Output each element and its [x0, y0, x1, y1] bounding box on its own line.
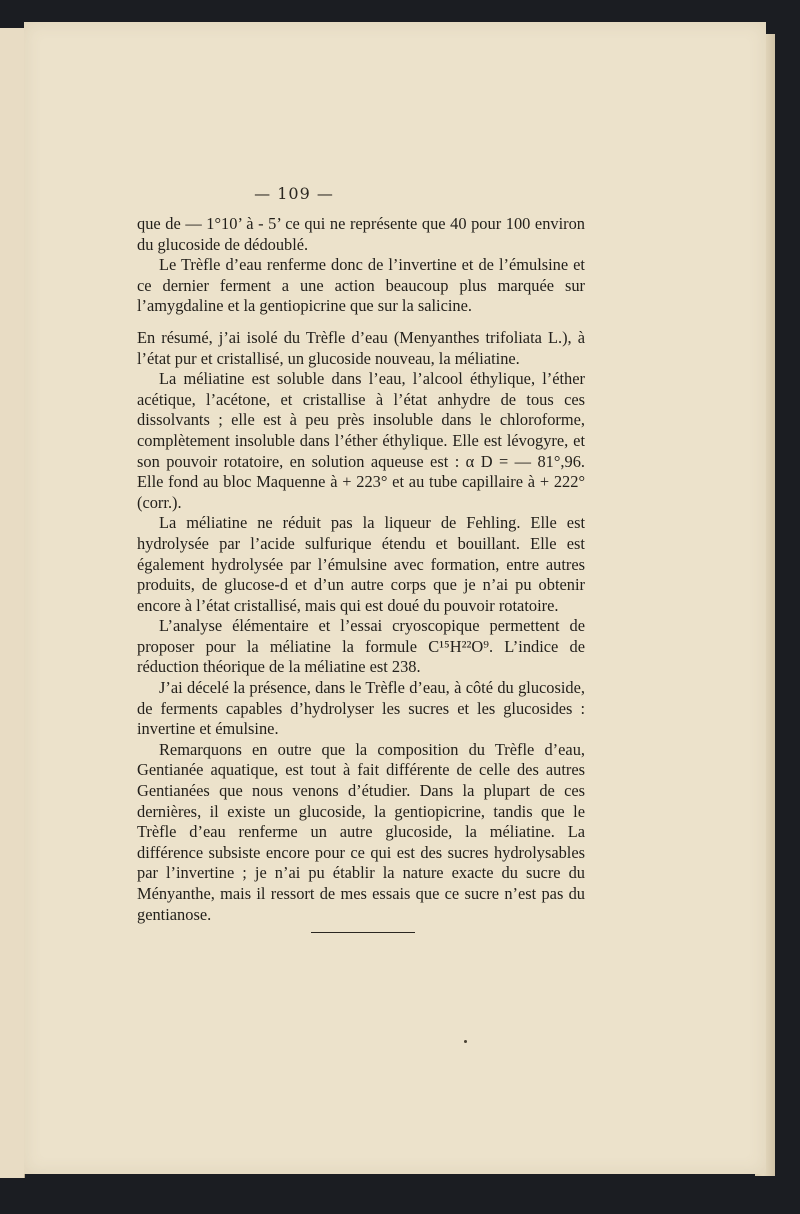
paragraph: En résumé, j’ai isolé du Trèfle d’eau (Menyanthes trifoliata L.), à l’état pur et cristallisé, un glucoside nouveau, la méliatine.	[137, 327, 585, 368]
paragraph: L’analyse élémentaire et l’essai cryoscopique permettent de proposer pour la méliatine la formule C¹⁵H²²O⁹. L’indice de réduction théorique de la méliatine est 238.	[137, 616, 585, 677]
book-page	[24, 22, 766, 1174]
paper-speck	[464, 1040, 467, 1043]
page-number: — 109 —	[254, 184, 334, 203]
paragraph: La méliatine est soluble dans l’eau, l’alcool éthylique, l’éther acétique, l’acétone, et cristallise à l’état anhydre de tous ces dissolvants ; elle est à peu près insoluble dans le chloroforme, complètement insoluble dans l’éther éthylique. Elle est lévogyre, et son pouvoir rotatoire, en solution aqueuse est : α D = — 81°,96. Elle fond au bloc Maquenne à + 223° et au tube capillaire à + 222° (corr.).	[137, 369, 585, 512]
paragraph: Le Trèfle d’eau renferme donc de l’invertine et de l’émulsine et ce dernier ferment a une action beaucoup plus marquée sur l’amygdaline et la gentiopicrine que sur la salicine.	[137, 255, 585, 316]
body-text	[137, 214, 585, 925]
end-rule	[311, 932, 415, 933]
paragraph: que de — 1°10’ à - 5’ ce qui ne représente que 40 pour 100 environ du glucoside de dédoublé.	[137, 214, 585, 254]
paragraph: J’ai décelé la présence, dans le Trèfle d’eau, à côté du glucoside, de ferments capables d’hydrolyser les sucres et les glucosides : invertine et émulsine.	[137, 678, 585, 739]
paragraph: La méliatine ne réduit pas la liqueur de Fehling. Elle est hydrolysée par l’acide sulfurique étendu et bouillant. Elle est également hydrolysée par l’émulsine avec formation, entre autres produits, de glucose-d et d’un autre corps que je n’ai pu obtenir encore à l’état cristallisé, mais qui est doué du pouvoir rotatoire.	[137, 513, 585, 615]
facing-page-edge	[0, 28, 25, 1178]
paragraph: Remarquons en outre que la composition du Trèfle d’eau, Gentianée aquatique, est tout à fait différente de celle des autres Gentianées que nous venons d’étudier. Dans la plupart de ces dernières, il existe un glucoside, la gentiopicrine, tandis que le Trèfle d’eau renferme un autre glucoside, la méliatine. La différence subsiste encore pour ce qui est des sucres hydrolysables par l’invertine ; je n’ai pu établir la nature exacte du sucre du Ményanthe, mais il ressort de mes essais que ce sucre n’est pas du gentianose.	[137, 739, 585, 924]
